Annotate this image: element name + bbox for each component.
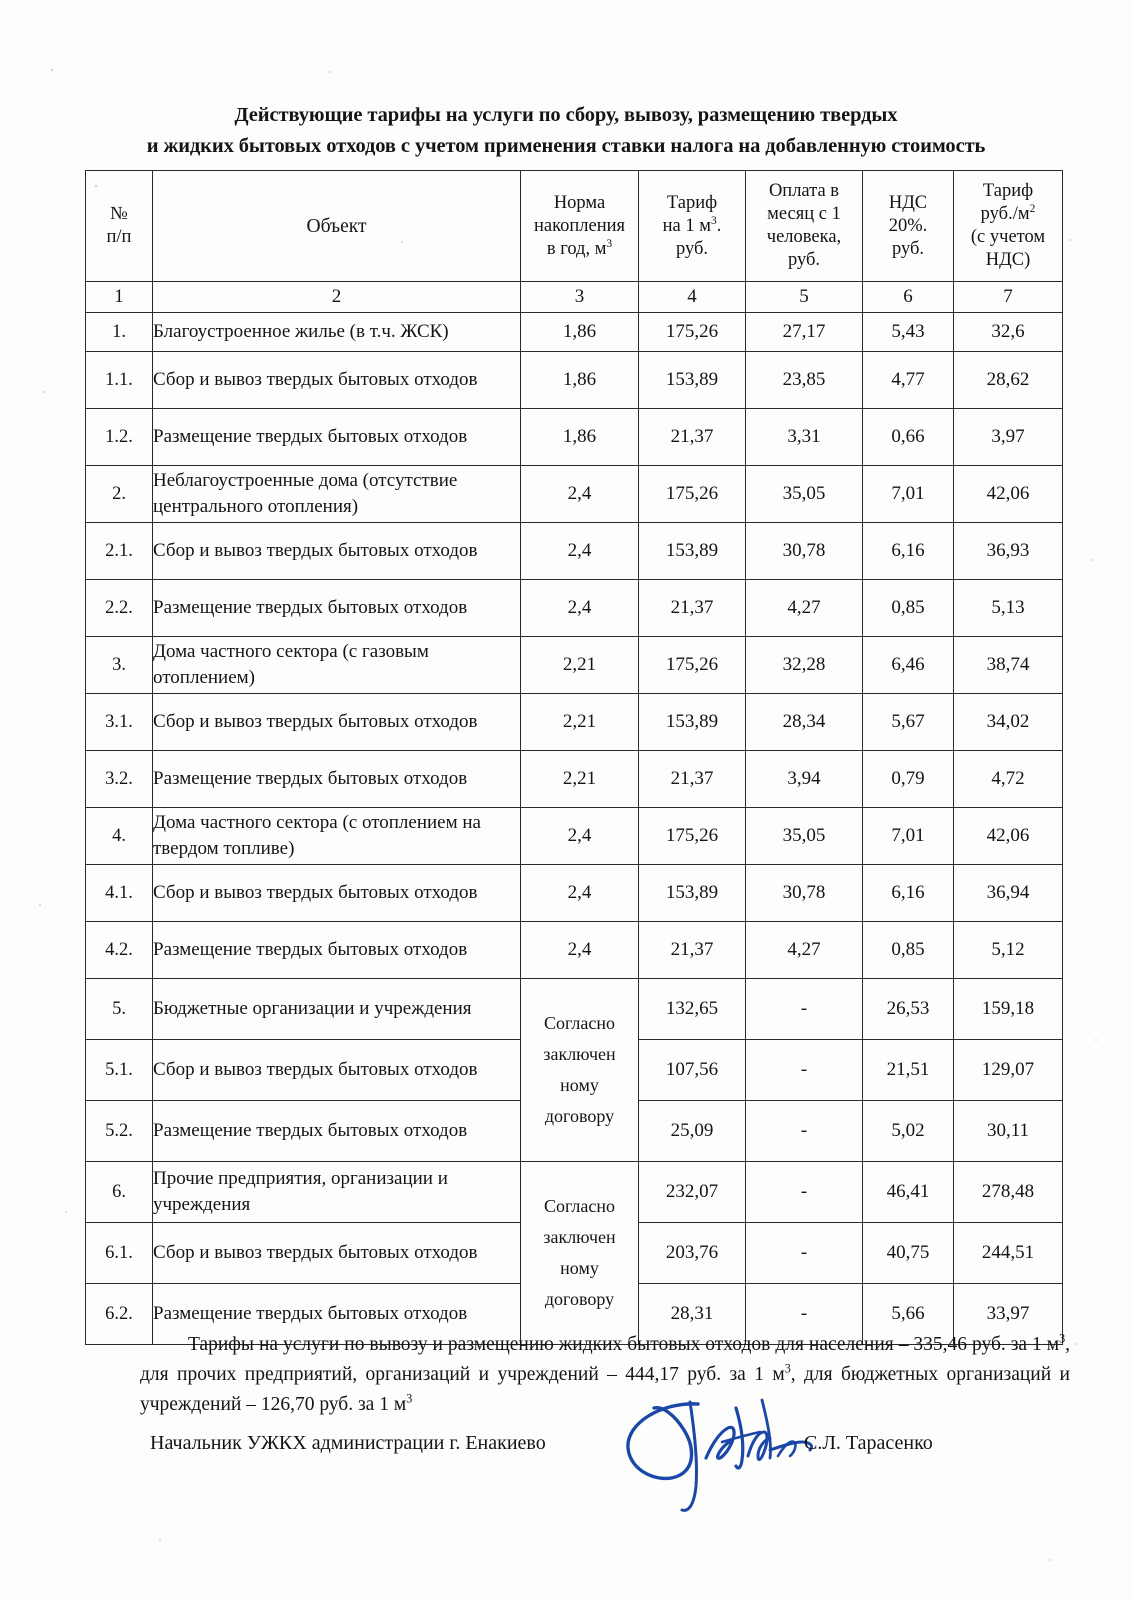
row-object: Дома частного сектора (с отоплением на твердом топливе) — [153, 808, 521, 865]
footnote-segment-3: , для бюджетных организаций и учреждений – 126,70 руб. за 1 м — [140, 1364, 1070, 1415]
header-total-line4: НДС) — [985, 250, 1031, 270]
table-row — [86, 922, 1063, 979]
header-tariff-line2-tail: . — [716, 215, 722, 236]
row-tariff: 175,26 — [639, 313, 746, 352]
tariffs-table — [85, 170, 1066, 1346]
row-object: Размещение твердых бытовых отходов — [153, 751, 521, 808]
row-total: 4,72 — [954, 751, 1063, 808]
row-vat: 5,67 — [863, 694, 954, 751]
header-cell-payment — [746, 171, 863, 282]
row-total: 42,06 — [954, 808, 1063, 865]
row-total: 159,18 — [954, 979, 1063, 1040]
row-tariff: 28,31 — [639, 1284, 746, 1345]
row-vat: 26,53 — [863, 979, 954, 1040]
table-row — [86, 409, 1063, 466]
row-index: 5.1. — [86, 1040, 153, 1101]
header-tariff-line2 — [639, 215, 745, 238]
header-payment-line2: месяц с 1 — [767, 204, 841, 224]
header-payment-line1: Оплата в — [768, 181, 840, 201]
footnote-sup-3: 3 — [406, 1391, 413, 1406]
row-index: 3.2. — [86, 751, 153, 808]
row-index: 2.1. — [86, 523, 153, 580]
row-index: 1.2. — [86, 409, 153, 466]
row-object: Прочие предприятия, организации и учреждения — [153, 1162, 521, 1223]
row-total: 244,51 — [954, 1223, 1063, 1284]
merged-note-line-4: договору — [544, 1106, 615, 1126]
header-tariff-line2-text: на 1 м — [662, 215, 711, 236]
row-object: Размещение твердых бытовых отходов — [153, 580, 521, 637]
row-tariff: 25,09 — [639, 1101, 746, 1162]
header-payment-line4: руб. — [787, 250, 821, 270]
row-norm: 2,4 — [521, 865, 639, 922]
header-total-line2-text: руб./м — [980, 204, 1030, 224]
row-vat: 46,41 — [863, 1162, 954, 1223]
row-total: 33,97 — [954, 1284, 1063, 1345]
table-header-row — [86, 171, 1063, 282]
page-title-line-2: и жидких бытовых отходов с учетом применения ставки налога на добавленную стоимость — [146, 135, 986, 157]
row-norm: 2,4 — [521, 466, 639, 523]
table-row — [86, 523, 1063, 580]
row-object: Размещение твердых бытовых отходов — [153, 1101, 521, 1162]
row-payment: - — [746, 1223, 863, 1284]
row-vat: 5,02 — [863, 1101, 954, 1162]
row-object: Размещение твердых бытовых отходов — [153, 409, 521, 466]
header-vat-line1: НДС — [888, 192, 928, 213]
signature-block — [150, 1422, 1050, 1482]
row-tariff: 21,37 — [639, 751, 746, 808]
row-object: Размещение твердых бытовых отходов — [153, 922, 521, 979]
row-object: Размещение твердых бытовых отходов — [153, 1284, 521, 1345]
row-payment: 30,78 — [746, 865, 863, 922]
row-index: 1.1. — [86, 352, 153, 409]
header-total-sup: 2 — [1029, 202, 1036, 215]
col-number-2: 2 — [153, 282, 521, 313]
table-row — [86, 466, 1063, 523]
row-payment: - — [746, 1162, 863, 1223]
row-norm: 2,21 — [521, 694, 639, 751]
signatory-name: С.Л. Тарасенко — [804, 1432, 933, 1454]
table-row — [86, 808, 1063, 865]
row-vat: 7,01 — [863, 808, 954, 865]
table-column-number-row — [86, 282, 1063, 313]
row-norm: 1,86 — [521, 409, 639, 466]
row-total: 36,94 — [954, 865, 1063, 922]
header-norm-line3-text: в год, м — [546, 238, 607, 259]
row-payment: 30,78 — [746, 523, 863, 580]
page-title-line-1: Действующие тарифы на услуги по сбору, вывозу, размещению твердых — [234, 104, 898, 126]
header-norm-sup: 3 — [606, 237, 613, 250]
row-norm-merged — [521, 1162, 639, 1345]
row-norm: 2,4 — [521, 523, 639, 580]
row-payment: - — [746, 1040, 863, 1101]
row-vat: 6,16 — [863, 865, 954, 922]
footnote-segment-2: , для прочих предприятий, организаций и учреждений – 444,17 руб. за 1 м — [140, 1334, 1070, 1385]
row-tariff: 153,89 — [639, 865, 746, 922]
row-index: 2.2. — [86, 580, 153, 637]
row-norm: 2,4 — [521, 580, 639, 637]
row-payment: 27,17 — [746, 313, 863, 352]
signatory-title: Начальник УЖКХ администрации г. Енакиево — [150, 1432, 546, 1454]
header-number-line1: № — [110, 204, 128, 224]
header-norm-line1: Норма — [553, 192, 606, 213]
row-index: 6. — [86, 1162, 153, 1223]
row-payment: - — [746, 979, 863, 1040]
row-object: Сбор и вывоз твердых бытовых отходов — [153, 694, 521, 751]
row-norm: 1,86 — [521, 313, 639, 352]
row-norm: 1,86 — [521, 352, 639, 409]
merged-note-line-4: договору — [544, 1289, 615, 1309]
row-payment: 35,05 — [746, 808, 863, 865]
row-norm: 2,21 — [521, 751, 639, 808]
row-index: 4.2. — [86, 922, 153, 979]
row-index: 3. — [86, 637, 153, 694]
footnote-sup-1: 3 — [1059, 1331, 1066, 1346]
header-number-line2: п/п — [106, 227, 132, 247]
tariffs-table-container — [85, 170, 1062, 1345]
footnote-sup-2: 3 — [784, 1361, 791, 1376]
row-total: 36,93 — [954, 523, 1063, 580]
row-norm: 2,21 — [521, 637, 639, 694]
row-tariff: 153,89 — [639, 694, 746, 751]
row-tariff: 153,89 — [639, 352, 746, 409]
row-payment: 28,34 — [746, 694, 863, 751]
merged-note-line-3: ному — [560, 1075, 599, 1095]
row-payment: 4,27 — [746, 580, 863, 637]
row-vat: 5,66 — [863, 1284, 954, 1345]
row-index: 1. — [86, 313, 153, 352]
header-vat-line2: 20%. — [888, 215, 928, 236]
row-tariff: 21,37 — [639, 580, 746, 637]
row-vat: 0,85 — [863, 580, 954, 637]
row-vat: 6,46 — [863, 637, 954, 694]
row-object: Бюджетные организации и учреждения — [153, 979, 521, 1040]
row-payment: 35,05 — [746, 466, 863, 523]
row-object: Дома частного сектора (с газовым отоплением) — [153, 637, 521, 694]
row-payment: 32,28 — [746, 637, 863, 694]
header-tariff-line1: Тариф — [666, 192, 718, 213]
table-row — [86, 637, 1063, 694]
row-vat: 21,51 — [863, 1040, 954, 1101]
row-tariff: 132,65 — [639, 979, 746, 1040]
row-object: Благоустроенное жилье (в т.ч. ЖСК) — [153, 313, 521, 352]
header-total-line3: (с учетом — [970, 227, 1046, 247]
row-payment: - — [746, 1101, 863, 1162]
table-row — [86, 979, 1063, 1040]
row-norm-merged — [521, 979, 639, 1162]
row-vat: 0,79 — [863, 751, 954, 808]
row-vat: 4,77 — [863, 352, 954, 409]
table-row — [86, 751, 1063, 808]
row-tariff: 203,76 — [639, 1223, 746, 1284]
row-object: Неблагоустроенные дома (отсутствие центрального отопления) — [153, 466, 521, 523]
table-row — [86, 694, 1063, 751]
merged-note-line-2: заключен — [543, 1227, 616, 1247]
row-object: Сбор и вывоз твердых бытовых отходов — [153, 865, 521, 922]
header-norm-line2: накопления — [533, 215, 626, 236]
col-number-5: 5 — [746, 282, 863, 313]
row-tariff: 153,89 — [639, 523, 746, 580]
row-total: 129,07 — [954, 1040, 1063, 1101]
header-cell-object: Объект — [153, 171, 521, 282]
table-row — [86, 865, 1063, 922]
row-payment: 3,94 — [746, 751, 863, 808]
row-total: 3,97 — [954, 409, 1063, 466]
header-tariff-sup: 3 — [710, 214, 717, 227]
row-tariff: 175,26 — [639, 637, 746, 694]
row-vat: 0,85 — [863, 922, 954, 979]
row-vat: 40,75 — [863, 1223, 954, 1284]
row-payment: - — [746, 1284, 863, 1345]
row-payment: 3,31 — [746, 409, 863, 466]
row-total: 38,74 — [954, 637, 1063, 694]
row-total: 32,6 — [954, 313, 1063, 352]
col-number-7: 7 — [954, 282, 1063, 313]
row-index: 3.1. — [86, 694, 153, 751]
header-vat-line3: руб. — [891, 238, 925, 259]
merged-note-line-1: Согласно — [543, 1013, 616, 1033]
footnote-segment-1: Тарифы на услуги по вывозу и размещению жидких бытовых отходов для населения – 335,46 руб. за 1 м — [188, 1334, 1060, 1355]
row-object: Сбор и вывоз твердых бытовых отходов — [153, 1223, 521, 1284]
row-vat: 7,01 — [863, 466, 954, 523]
col-number-1: 1 — [86, 282, 153, 313]
row-tariff: 175,26 — [639, 466, 746, 523]
row-tariff: 232,07 — [639, 1162, 746, 1223]
header-total-line1: Тариф — [982, 181, 1034, 201]
row-total: 278,48 — [954, 1162, 1063, 1223]
page-title — [0, 100, 1132, 162]
row-total: 28,62 — [954, 352, 1063, 409]
row-vat: 0,66 — [863, 409, 954, 466]
merged-note-line-2: заключен — [543, 1044, 616, 1064]
table-row — [86, 313, 1063, 352]
header-cell-number — [86, 171, 153, 282]
footnote-paragraph — [140, 1330, 1070, 1420]
row-object: Сбор и вывоз твердых бытовых отходов — [153, 523, 521, 580]
row-tariff: 21,37 — [639, 922, 746, 979]
row-index: 5. — [86, 979, 153, 1040]
row-index: 6.2. — [86, 1284, 153, 1345]
table-row — [86, 352, 1063, 409]
row-object: Сбор и вывоз твердых бытовых отходов — [153, 352, 521, 409]
row-vat: 6,16 — [863, 523, 954, 580]
col-number-6: 6 — [863, 282, 954, 313]
row-total: 34,02 — [954, 694, 1063, 751]
row-index: 6.1. — [86, 1223, 153, 1284]
header-total-line2 — [954, 203, 1062, 226]
row-tariff: 107,56 — [639, 1040, 746, 1101]
row-total: 5,13 — [954, 580, 1063, 637]
row-total: 42,06 — [954, 466, 1063, 523]
header-cell-vat — [863, 171, 954, 282]
row-tariff: 21,37 — [639, 409, 746, 466]
row-norm: 2,4 — [521, 922, 639, 979]
row-tariff: 175,26 — [639, 808, 746, 865]
header-tariff-line3: руб. — [675, 238, 709, 259]
row-payment: 23,85 — [746, 352, 863, 409]
row-vat: 5,43 — [863, 313, 954, 352]
row-payment: 4,27 — [746, 922, 863, 979]
table-row — [86, 580, 1063, 637]
col-number-4: 4 — [639, 282, 746, 313]
row-index: 4. — [86, 808, 153, 865]
row-total: 30,11 — [954, 1101, 1063, 1162]
row-index: 2. — [86, 466, 153, 523]
row-norm: 2,4 — [521, 808, 639, 865]
table-row — [86, 1162, 1063, 1223]
row-object: Сбор и вывоз твердых бытовых отходов — [153, 1040, 521, 1101]
row-index: 4.1. — [86, 865, 153, 922]
row-index: 5.2. — [86, 1101, 153, 1162]
header-payment-line3: человека, — [766, 227, 842, 247]
row-total: 5,12 — [954, 922, 1063, 979]
merged-note-line-3: ному — [560, 1258, 599, 1278]
header-cell-total — [954, 171, 1063, 282]
col-number-3: 3 — [521, 282, 639, 313]
header-norm-line3 — [521, 238, 638, 261]
merged-note-line-1: Согласно — [543, 1196, 616, 1216]
header-cell-norm — [521, 171, 639, 282]
header-cell-tariff — [639, 171, 746, 282]
